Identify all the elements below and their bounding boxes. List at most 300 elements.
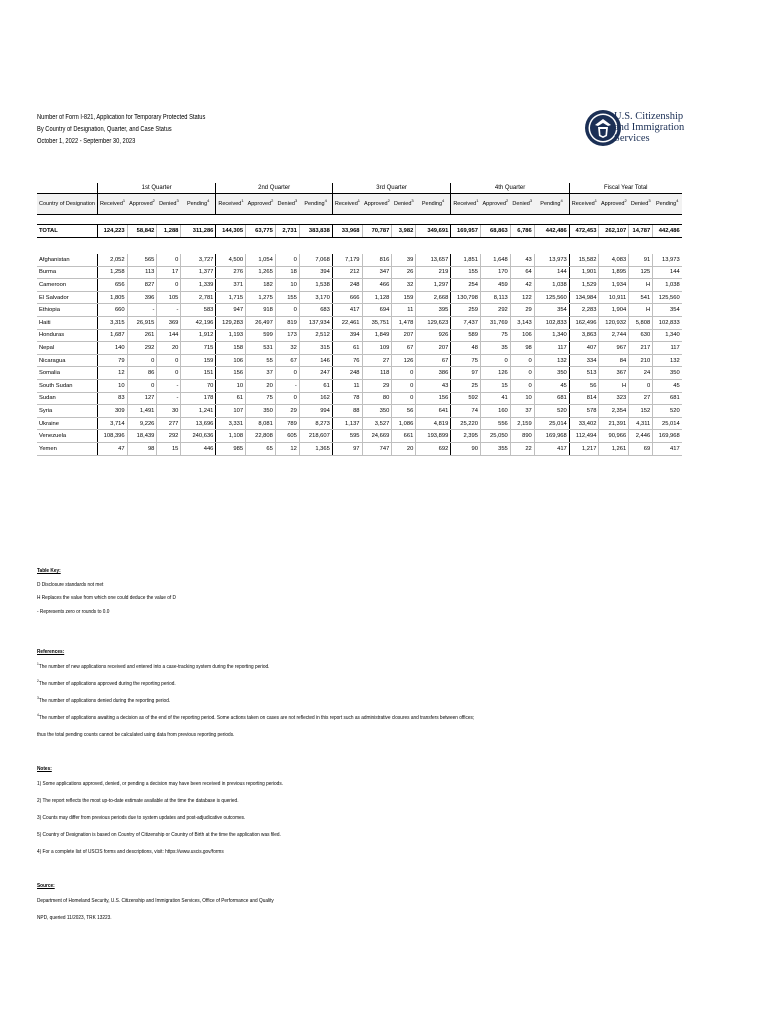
- value-cell: 42: [510, 279, 534, 292]
- value-cell: 169,968: [653, 430, 682, 443]
- value-cell: 334: [569, 354, 599, 367]
- value-cell: -: [127, 304, 157, 317]
- value-cell: 22,808: [246, 430, 276, 443]
- value-cell: 5,808: [629, 316, 653, 329]
- value-cell: 112,494: [569, 430, 599, 443]
- value-cell: 20: [246, 379, 276, 392]
- table-key: [37, 565, 207, 619]
- value-cell: 48: [451, 342, 481, 355]
- value-cell: 18,439: [127, 430, 157, 443]
- column-header-country: Country of Designation: [37, 194, 97, 215]
- value-cell: 90,966: [599, 430, 629, 443]
- note-item: 5) Country of Designation is based on Country of Citizenship or Country of Birth at the time the application was filed.: [37, 832, 281, 838]
- total-cell: 58,842: [127, 225, 157, 238]
- value-cell: 747: [362, 442, 392, 455]
- table-row: [37, 417, 682, 430]
- value-cell: 692: [416, 442, 451, 455]
- value-cell: 661: [392, 430, 416, 443]
- value-cell: 715: [181, 342, 216, 355]
- value-cell: 1,851: [451, 254, 481, 266]
- value-cell: 0: [275, 392, 299, 405]
- value-cell: 132: [653, 354, 682, 367]
- value-cell: 25,014: [534, 417, 569, 430]
- value-cell: 75: [480, 329, 510, 342]
- value-cell: 583: [181, 304, 216, 317]
- value-cell: 890: [510, 430, 534, 443]
- value-cell: 155: [275, 291, 299, 304]
- value-cell: 0: [157, 354, 181, 367]
- value-cell: 513: [569, 367, 599, 380]
- value-cell: 0: [392, 379, 416, 392]
- value-cell: 2,668: [416, 291, 451, 304]
- value-cell: 217: [629, 342, 653, 355]
- value-cell: 248: [332, 367, 362, 380]
- value-cell: 7,179: [332, 254, 362, 266]
- value-cell: 789: [275, 417, 299, 430]
- table-row: [37, 291, 682, 304]
- value-cell: 170: [480, 266, 510, 279]
- logo-line-3: Services: [614, 133, 650, 144]
- quarter-heading: 3rd Quarter: [332, 183, 450, 194]
- column-header-approved: Approved$^2$: [599, 194, 629, 215]
- value-cell: -: [157, 392, 181, 405]
- value-cell: 43: [416, 379, 451, 392]
- value-cell: 0: [510, 354, 534, 367]
- value-cell: 65: [246, 442, 276, 455]
- value-cell: 1,258: [97, 266, 127, 279]
- country-cell: South Sudan: [37, 379, 97, 392]
- value-cell: 531: [246, 342, 276, 355]
- value-cell: 11: [332, 379, 362, 392]
- value-cell: 1,365: [299, 442, 332, 455]
- value-cell: 13,657: [416, 254, 451, 266]
- country-cell: Afghanistan: [37, 254, 97, 266]
- value-cell: 126: [480, 367, 510, 380]
- value-cell: 7,437: [451, 316, 481, 329]
- country-cell: Somalia: [37, 367, 97, 380]
- quarter-header-row: [37, 183, 682, 194]
- country-cell: Ukraine: [37, 417, 97, 430]
- value-cell: 56: [569, 379, 599, 392]
- value-cell: 127: [127, 392, 157, 405]
- value-cell: 91: [629, 254, 653, 266]
- value-cell: 599: [246, 329, 276, 342]
- value-cell: 276: [216, 266, 246, 279]
- value-cell: 1,901: [569, 266, 599, 279]
- value-cell: 2,744: [599, 329, 629, 342]
- value-cell: 12: [275, 442, 299, 455]
- value-cell: 156: [216, 367, 246, 380]
- source-title: Source:: [37, 883, 55, 889]
- total-cell: 124,223: [97, 225, 127, 238]
- value-cell: -: [157, 304, 181, 317]
- value-cell: H: [629, 304, 653, 317]
- value-cell: 3,315: [97, 316, 127, 329]
- value-cell: 520: [653, 405, 682, 418]
- value-cell: 2,159: [510, 417, 534, 430]
- value-cell: 22: [510, 442, 534, 455]
- value-cell: 207: [416, 342, 451, 355]
- quarter-heading: 2nd Quarter: [216, 183, 332, 194]
- note-item: 1) Some applications approved, denied, or pending a decision may have been received in previous reporting periods.: [37, 781, 284, 787]
- table-row: [37, 342, 682, 355]
- value-cell: 994: [299, 405, 332, 418]
- value-cell: 67: [416, 354, 451, 367]
- value-cell: 158: [216, 342, 246, 355]
- value-cell: 37: [510, 405, 534, 418]
- value-cell: 1,912: [181, 329, 216, 342]
- report-subtitle: By Country of Designation, Quarter, and Case Status: [37, 126, 172, 133]
- value-cell: 212: [332, 266, 362, 279]
- value-cell: 396: [127, 291, 157, 304]
- value-cell: 459: [480, 279, 510, 292]
- value-cell: 4,500: [216, 254, 246, 266]
- value-cell: 10: [97, 379, 127, 392]
- value-cell: 1,038: [534, 279, 569, 292]
- column-header-pending: Pending$^4$: [181, 194, 216, 215]
- note-item: 3) Counts may differ from previous periods due to system updates and post-adjudicative outcomes.: [37, 815, 246, 821]
- country-cell: Nicaragua: [37, 354, 97, 367]
- value-cell: 90: [451, 442, 481, 455]
- column-header-pending: Pending$^4$: [299, 194, 332, 215]
- value-cell: 25,220: [451, 417, 481, 430]
- value-cell: 43: [510, 254, 534, 266]
- value-cell: 0: [510, 367, 534, 380]
- quarter-heading: 4th Quarter: [451, 183, 569, 194]
- value-cell: 10: [510, 392, 534, 405]
- value-cell: 24,669: [362, 430, 392, 443]
- value-cell: 13,973: [534, 254, 569, 266]
- value-cell: 394: [299, 266, 332, 279]
- value-cell: 13,973: [653, 254, 682, 266]
- value-cell: 1,038: [653, 279, 682, 292]
- value-cell: 155: [451, 266, 481, 279]
- value-cell: 1,128: [362, 291, 392, 304]
- value-cell: 1,108: [216, 430, 246, 443]
- total-cell: 383,838: [299, 225, 332, 238]
- total-cell: 68,863: [480, 225, 510, 238]
- value-cell: 117: [653, 342, 682, 355]
- value-cell: 159: [392, 291, 416, 304]
- value-cell: 417: [332, 304, 362, 317]
- column-header-pending: Pending$^4$: [534, 194, 569, 215]
- value-cell: 76: [332, 354, 362, 367]
- table-key-item: D Disclosure standards not met: [37, 581, 104, 588]
- value-cell: 694: [362, 304, 392, 317]
- value-cell: 75: [246, 392, 276, 405]
- table-key-item: - Represents zero or rounds to 0.0: [37, 608, 110, 615]
- value-cell: 1,137: [332, 417, 362, 430]
- value-cell: 240,636: [181, 430, 216, 443]
- value-cell: 45: [653, 379, 682, 392]
- value-cell: 108,396: [97, 430, 127, 443]
- value-cell: 1,895: [599, 266, 629, 279]
- value-cell: 15: [480, 379, 510, 392]
- value-cell: 556: [480, 417, 510, 430]
- column-header-denied: Denied$^3$: [275, 194, 299, 215]
- table-row: [37, 405, 682, 418]
- value-cell: 3,727: [181, 254, 216, 266]
- country-cell: Nepal: [37, 342, 97, 355]
- value-cell: 105: [157, 291, 181, 304]
- value-cell: 1,849: [362, 329, 392, 342]
- value-cell: 0: [157, 279, 181, 292]
- value-cell: 13,696: [181, 417, 216, 430]
- value-cell: 466: [362, 279, 392, 292]
- value-cell: 120,932: [599, 316, 629, 329]
- value-cell: 20: [157, 342, 181, 355]
- value-cell: 656: [97, 279, 127, 292]
- value-cell: 592: [451, 392, 481, 405]
- value-cell: 80: [362, 392, 392, 405]
- value-cell: 47: [97, 442, 127, 455]
- value-cell: 354: [534, 304, 569, 317]
- value-cell: 117: [534, 342, 569, 355]
- value-cell: 88: [332, 405, 362, 418]
- column-header-received: Received$^1$: [569, 194, 599, 215]
- value-cell: 30: [157, 405, 181, 418]
- value-cell: 10: [275, 279, 299, 292]
- value-cell: 132: [534, 354, 569, 367]
- value-cell: 681: [653, 392, 682, 405]
- table-row: [37, 329, 682, 342]
- value-cell: 0: [629, 379, 653, 392]
- reference-item: $^1$The number of new applications received and entered into a case-tracking system during the reporting period.: [37, 661, 270, 670]
- value-cell: 309: [97, 405, 127, 418]
- value-cell: 35: [480, 342, 510, 355]
- value-cell: 125: [629, 266, 653, 279]
- value-cell: 1,086: [392, 417, 416, 430]
- value-cell: 41: [480, 392, 510, 405]
- quarter-heading: 1st Quarter: [97, 183, 215, 194]
- country-cell: Honduras: [37, 329, 97, 342]
- value-cell: 125,560: [653, 291, 682, 304]
- value-cell: 102,833: [534, 316, 569, 329]
- column-header-denied: Denied$^3$: [157, 194, 181, 215]
- value-cell: 106: [216, 354, 246, 367]
- value-cell: 25,014: [653, 417, 682, 430]
- column-header-received: Received$^1$: [216, 194, 246, 215]
- value-cell: 0: [275, 304, 299, 317]
- value-cell: 395: [416, 304, 451, 317]
- value-cell: 4,819: [416, 417, 451, 430]
- value-cell: 42,196: [181, 316, 216, 329]
- value-cell: 24: [629, 367, 653, 380]
- total-cell: 70,787: [362, 225, 392, 238]
- value-cell: 8,273: [299, 417, 332, 430]
- value-cell: 32: [392, 279, 416, 292]
- value-cell: 1,491: [127, 405, 157, 418]
- value-cell: 3,527: [362, 417, 392, 430]
- value-cell: 193,899: [416, 430, 451, 443]
- value-cell: 259: [451, 304, 481, 317]
- value-cell: 129,623: [416, 316, 451, 329]
- value-cell: 12: [97, 367, 127, 380]
- value-cell: 2,446: [629, 430, 653, 443]
- value-cell: 75: [451, 354, 481, 367]
- column-header-received: Received$^1$: [451, 194, 481, 215]
- column-header-denied: Denied$^3$: [510, 194, 534, 215]
- table-row: [37, 254, 682, 266]
- value-cell: 32: [275, 342, 299, 355]
- value-cell: 683: [299, 304, 332, 317]
- quarter-heading: Fiscal Year Total: [569, 183, 681, 194]
- value-cell: 417: [534, 442, 569, 455]
- value-cell: 660: [97, 304, 127, 317]
- value-cell: 3,170: [299, 291, 332, 304]
- value-cell: 22,461: [332, 316, 362, 329]
- value-cell: 25,050: [480, 430, 510, 443]
- value-cell: 1,934: [599, 279, 629, 292]
- value-cell: 248: [332, 279, 362, 292]
- value-cell: 0: [392, 392, 416, 405]
- value-cell: 2,395: [451, 430, 481, 443]
- table-row: [37, 316, 682, 329]
- value-cell: 109: [362, 342, 392, 355]
- value-cell: 126: [392, 354, 416, 367]
- table-row: [37, 367, 682, 380]
- value-cell: 207: [392, 329, 416, 342]
- notes-title: Notes:: [37, 766, 52, 772]
- value-cell: 1,687: [97, 329, 127, 342]
- value-cell: 350: [362, 405, 392, 418]
- value-cell: 589: [451, 329, 481, 342]
- value-cell: 605: [275, 430, 299, 443]
- value-cell: 578: [569, 405, 599, 418]
- value-cell: 1,261: [599, 442, 629, 455]
- value-cell: 520: [534, 405, 569, 418]
- column-header-received: Received$^1$: [97, 194, 127, 215]
- value-cell: 29: [275, 405, 299, 418]
- value-cell: 151: [181, 367, 216, 380]
- value-cell: 3,143: [510, 316, 534, 329]
- value-cell: 386: [416, 367, 451, 380]
- value-cell: 146: [299, 354, 332, 367]
- value-cell: 967: [599, 342, 629, 355]
- value-cell: 17: [157, 266, 181, 279]
- value-cell: 79: [97, 354, 127, 367]
- value-cell: -: [157, 379, 181, 392]
- report-title: Number of Form I-821, Application for Temporary Protected Status: [37, 114, 206, 121]
- value-cell: 156: [416, 392, 451, 405]
- report-period: October 1, 2022 - September 30, 2023: [37, 138, 136, 145]
- value-cell: 947: [216, 304, 246, 317]
- value-cell: 113: [127, 266, 157, 279]
- value-cell: 2,354: [599, 405, 629, 418]
- value-cell: 666: [332, 291, 362, 304]
- value-cell: 86: [127, 367, 157, 380]
- total-cell: 14,787: [629, 225, 653, 238]
- country-cell: Syria: [37, 405, 97, 418]
- value-cell: 55: [246, 354, 276, 367]
- value-cell: 1,297: [416, 279, 451, 292]
- value-cell: 61: [332, 342, 362, 355]
- value-cell: 926: [416, 329, 451, 342]
- value-cell: 367: [599, 367, 629, 380]
- value-cell: 15,582: [569, 254, 599, 266]
- value-cell: 819: [275, 316, 299, 329]
- value-cell: 2,512: [299, 329, 332, 342]
- value-cell: 1,538: [299, 279, 332, 292]
- total-cell: 33,968: [332, 225, 362, 238]
- value-cell: 1,193: [216, 329, 246, 342]
- value-cell: 2,283: [569, 304, 599, 317]
- value-cell: 67: [392, 342, 416, 355]
- total-cell: 2,731: [275, 225, 299, 238]
- value-cell: 350: [246, 405, 276, 418]
- table-key-title: Table Key:: [37, 568, 61, 574]
- country-cell: Sudan: [37, 392, 97, 405]
- value-cell: 1,805: [97, 291, 127, 304]
- value-cell: H: [599, 379, 629, 392]
- total-cell: 144,305: [216, 225, 246, 238]
- value-cell: 129,283: [216, 316, 246, 329]
- table-row: [37, 266, 682, 279]
- value-cell: 125,560: [534, 291, 569, 304]
- value-cell: 33,402: [569, 417, 599, 430]
- country-cell: El Salvador: [37, 291, 97, 304]
- table-row: [37, 304, 682, 317]
- column-header-approved: Approved$^2$: [362, 194, 392, 215]
- value-cell: 3,863: [569, 329, 599, 342]
- value-cell: 210: [629, 354, 653, 367]
- value-cell: 1,339: [181, 279, 216, 292]
- value-cell: 3,331: [216, 417, 246, 430]
- value-cell: 169,968: [534, 430, 569, 443]
- value-cell: 107: [216, 405, 246, 418]
- value-cell: 21,391: [599, 417, 629, 430]
- value-cell: 565: [127, 254, 157, 266]
- value-cell: 74: [451, 405, 481, 418]
- references-section: [37, 646, 570, 744]
- value-cell: 323: [599, 392, 629, 405]
- value-cell: 70: [181, 379, 216, 392]
- logo-line-2: and Immigration: [614, 122, 685, 133]
- value-cell: 1,904: [599, 304, 629, 317]
- value-cell: 1,648: [480, 254, 510, 266]
- column-header-row: [37, 194, 682, 215]
- total-cell: 262,107: [599, 225, 629, 238]
- value-cell: 61: [299, 379, 332, 392]
- total-row: [37, 225, 682, 238]
- value-cell: 78: [332, 392, 362, 405]
- value-cell: 369: [157, 316, 181, 329]
- value-cell: 67: [275, 354, 299, 367]
- value-cell: 98: [127, 442, 157, 455]
- value-cell: 56: [392, 405, 416, 418]
- country-cell: Yemen: [37, 442, 97, 455]
- table-row: [37, 442, 682, 455]
- reference-item: $^2$The number of applications approved during the reporting period.: [37, 678, 176, 687]
- notes-section: [37, 763, 337, 861]
- value-cell: 140: [97, 342, 127, 355]
- value-cell: 0: [127, 354, 157, 367]
- value-cell: 144: [653, 266, 682, 279]
- value-cell: 102,833: [653, 316, 682, 329]
- value-cell: 69: [629, 442, 653, 455]
- value-cell: 827: [127, 279, 157, 292]
- value-cell: 0: [392, 367, 416, 380]
- table-row: [37, 354, 682, 367]
- note-item: 4) For a complete list of USCIS forms and descriptions, visit: https://www.uscis.gov/forms: [37, 849, 224, 855]
- value-cell: 1,715: [216, 291, 246, 304]
- value-cell: 29: [510, 304, 534, 317]
- source-section: [37, 880, 326, 927]
- country-cell: Ethiopia: [37, 304, 97, 317]
- value-cell: 918: [246, 304, 276, 317]
- total-cell: 311,286: [181, 225, 216, 238]
- reference-item: $^4$The number of applications awaiting a decision as of the end of the reporting period. Some actions taken on cases are not reflected in this report such as administrative closures and transfers between offices;: [37, 712, 475, 721]
